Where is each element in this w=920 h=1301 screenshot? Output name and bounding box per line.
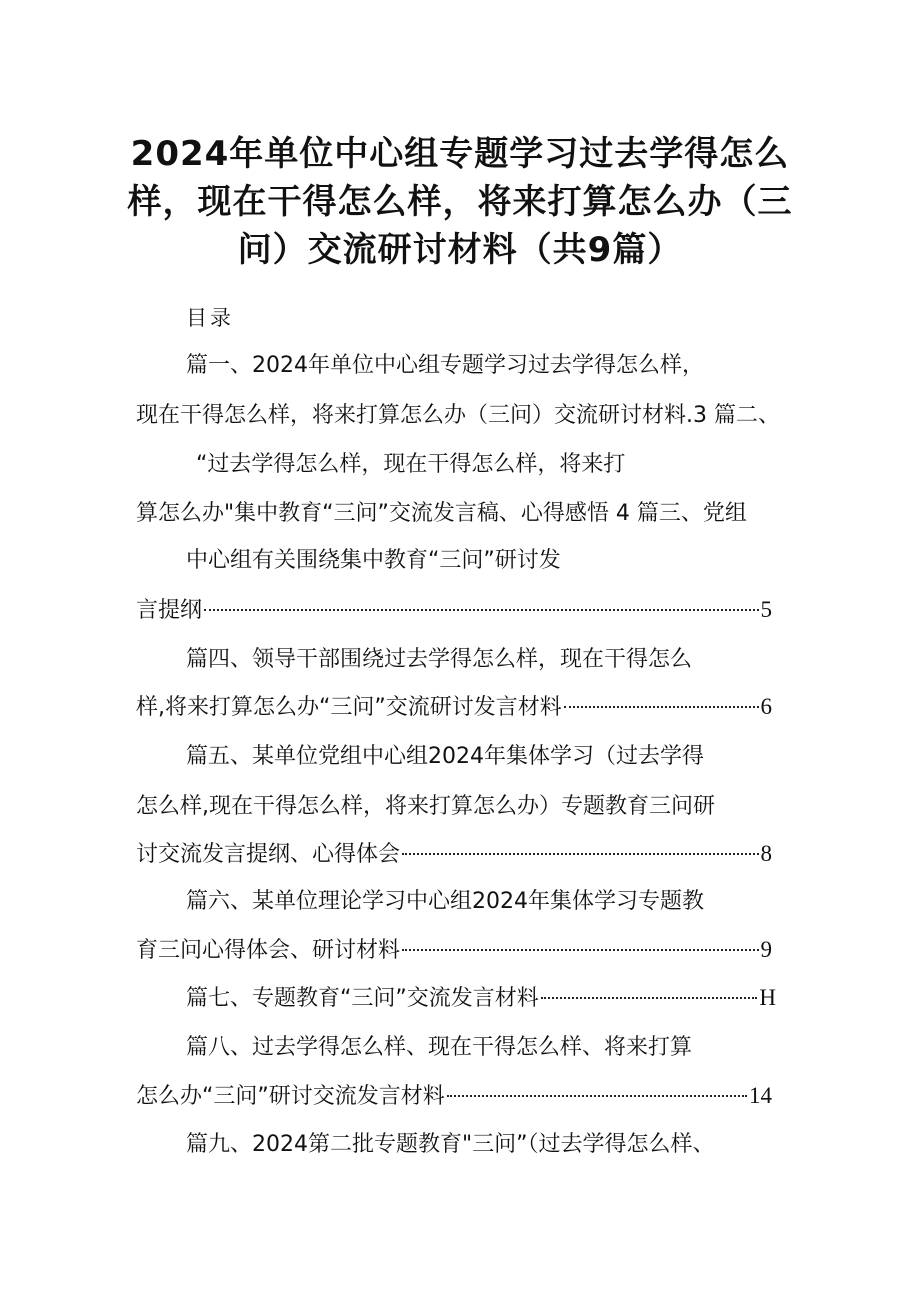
toc-entry-4-line-2[interactable] bbox=[136, 692, 772, 722]
toc-entry-3-line-1[interactable]: 中心组有关围绕集中教育“三问”研讨发 bbox=[186, 548, 561, 573]
toc-entry-4-page: 6 bbox=[760, 694, 772, 719]
toc-entry-1-line-2[interactable]: 现在干得怎么样，将来打算怎么办（三问）交流研讨材料.3 篇二、 bbox=[136, 403, 780, 428]
toc-entry-5-page: 8 bbox=[760, 841, 772, 866]
toc-entry-1-line-1[interactable]: 篇一、2024年单位中心组专题学习过去学得怎么样， bbox=[186, 353, 704, 378]
toc-leader-dots bbox=[402, 853, 758, 855]
toc-entry-2-line-1[interactable]: “过去学得怎么样，现在干得怎么样，将来打 bbox=[196, 452, 626, 477]
toc-leader-dots bbox=[564, 706, 759, 708]
document-title bbox=[120, 130, 800, 274]
toc-entry-5-line-2[interactable]: 怎么样,现在干得怎么样，将来打算怎么办）专题教育三问研 bbox=[136, 794, 715, 819]
title-line-3: 问）交流研讨材料（共9篇） bbox=[237, 230, 683, 270]
toc-entry-5-text: 讨交流发言提纲、心得体会 bbox=[136, 842, 401, 867]
toc-entry-7[interactable] bbox=[186, 983, 776, 1013]
toc-entry-8-line-1[interactable]: 篇八、过去学得怎么样、现在干得怎么样、将来打算 bbox=[186, 1035, 693, 1060]
toc-leader-dots bbox=[541, 997, 758, 999]
toc-entry-7-page: H bbox=[759, 985, 776, 1010]
title-line-2: 样，现在干得怎么样，将来打算怎么办（三 bbox=[127, 182, 793, 222]
toc-heading: 目录 bbox=[186, 306, 234, 330]
toc-leader-dots bbox=[204, 609, 758, 611]
toc-leader-dots bbox=[402, 949, 758, 951]
toc-entry-8-page: 14 bbox=[749, 1083, 772, 1108]
toc-entry-3-page: 5 bbox=[760, 597, 772, 622]
toc-entry-4-line-1[interactable]: 篇四、领导干部围绕过去学得怎么样，现在干得怎么 bbox=[186, 647, 693, 672]
toc-leader-dots bbox=[447, 1095, 747, 1097]
toc-entry-6-text: 育三问心得体会、研讨材料 bbox=[136, 938, 401, 963]
toc-entry-6-line-2[interactable] bbox=[136, 935, 772, 965]
toc-entry-7-text: 篇七、专题教育“三问”交流发言材料 bbox=[186, 986, 539, 1011]
title-line-1: 2024年单位中心组专题学习过去学得怎么 bbox=[130, 134, 790, 174]
toc-entry-5-line-1[interactable]: 篇五、某单位党组中心组2024年集体学习（过去学得 bbox=[186, 744, 704, 769]
toc-entry-4-text: 样,将来打算怎么办“三问”交流研讨发言材料 bbox=[136, 695, 562, 720]
toc-entry-2-line-2[interactable]: 算怎么办"集中教育“三问”交流发言稿、心得感悟 4 篇三、党组 bbox=[136, 501, 747, 526]
toc-entry-3-text: 言提纲 bbox=[136, 598, 203, 623]
toc-entry-5-line-3[interactable] bbox=[136, 839, 772, 869]
toc-entry-8-line-2[interactable] bbox=[136, 1081, 772, 1111]
toc-entry-6-line-1[interactable]: 篇六、某单位理论学习中心组2024年集体学习专题教 bbox=[186, 889, 704, 914]
toc-entry-3-line-2[interactable] bbox=[136, 595, 772, 625]
toc-entry-6-page: 9 bbox=[760, 937, 772, 962]
toc-entry-9-line-1[interactable]: 篇九、2024第二批专题教育"三问”（过去学得怎么样、 bbox=[186, 1132, 715, 1157]
toc-entry-8-text: 怎么办“三问”研讨交流发言材料 bbox=[136, 1084, 445, 1109]
